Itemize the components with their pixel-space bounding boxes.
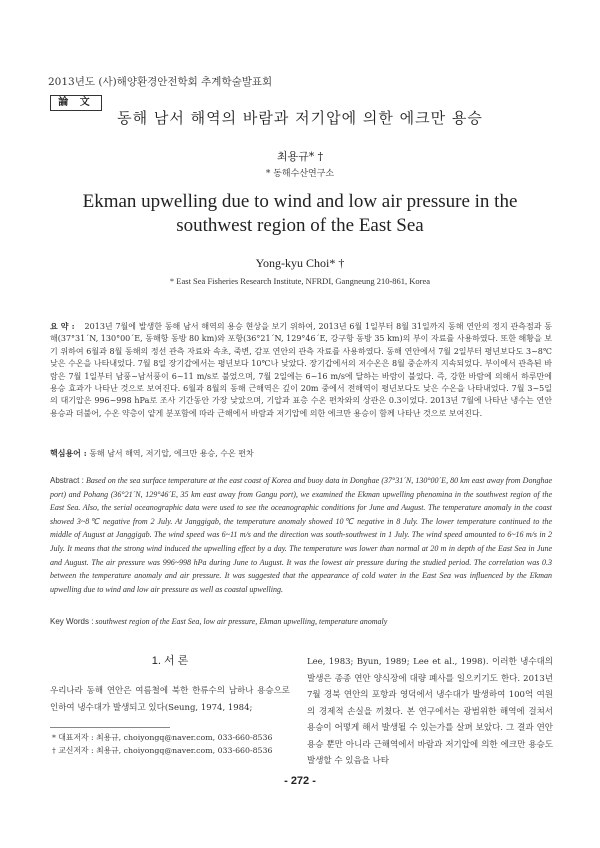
footnote-corresponding-2: † 교신저자 : 최용규, choiyongq@naver.com, 033-660-8536: [52, 746, 273, 755]
abstract-korean: [50, 320, 552, 420]
author-korean: 최용규* †: [276, 150, 324, 163]
proceedings-header: 2013년도 (사)해양환경안전학회 추계학술발표회: [48, 76, 273, 88]
title-english: Ekman upwelling due to wind and low air pressure in the southwest region of the East Sea: [82, 191, 518, 236]
affiliation-english: * East Sea Fisheries Research Institute, NFRDI, Gangneung 210-861, Korea: [169, 276, 431, 286]
keywords-english: [50, 617, 552, 626]
footnotes: [52, 731, 292, 757]
footnote-divider: [50, 727, 170, 728]
abstract-english-text: Based on the sea surface temperature at the east coast of Korea and buoy data in Donghae (37°31´N, 130°00´E, 80 km east away from Donghae port) and Pohang (36°21´N, 129°46´E, 35 km east away from Gangu port), we examined the Ekman upwelling phenomina in the southwest region of the East Sea. Also, the serial oceanographic data were used to see the oceanographic conditions for June and August. The temperature anomaly in the coast showed 3~8℃ negative from 2 July. At Janggigab, the temperature anomaly showed 10℃ negative in 8 July. The lower temperature continued to the middle of August at Janggigab. The wind speed was 6~11 m/s and the direction was south-southwest in 1 July. The wind speed amounted to 6~16 m/s in 2 July. It means that the strong wind induced the upwelling effect by a day. The temperature was lower than normal at 20 m in depth of the East Sea in June and August. The air pressure was 996~998 hPa during June to August. It was the lowest air pressure during the studied period. The correlation was 0.3 between the temperature anomaly and air pressure. It was suggested that the appearance of cold water in the East Sea was influenced by the Ekman upwelling due to wind and low air pressure as well as coastal upwelling.: [50, 476, 552, 594]
keywords-korean-label: 핵심용어 :: [50, 448, 87, 458]
intro-left-column: 우리나라 동해 연안은 여름철에 북한 한류수의 남하나 용승으로 인하여 냉수대가 발생되고 있다(Seung, 1974, 1984;: [50, 686, 290, 713]
page-number: - 272 -: [284, 775, 316, 787]
keywords-english-text: southwest region of the East Sea, low air pressure, Ekman upwelling, temperature anomaly: [95, 617, 388, 626]
keywords-english-label: Key Words :: [50, 617, 94, 626]
keywords-korean-text: 동해 남서 해역, 저기압, 에크만 용승, 수온 편차: [89, 449, 254, 458]
affiliation-korean: * 동해수산연구소: [265, 169, 335, 179]
article-type-tag: 論 文: [50, 95, 102, 111]
abstract-korean-text: 2013년 7월에 발생한 동해 남서 해역의 용승 현상을 보기 위하여, 2013년 6월 1일부터 8월 31일까지 동해 연안의 정지 관측점과 동해(37°31´N, 130°00´E, 동해항 동방 80 km)와 포항(36°21´N, 129°46´E, 강구항 동방 35 km)의 부이 자료를 사용하였다. 또한 해황을 보기 위하여 6월과 8월 동해의 정선 관측 자료와 속초, 죽변, 감포 연안의 관측 자료를 사용하였다. 동해 연안에서 7월 2일부터 평년보다도 3~8℃ 낮은 수온을 나타내었다. 7월 8일 장기갑에서는 평년보다 10℃나 낮았다. 장기갑에서의 저수온은 8월 중순까지 지속되었다. 부이에서 관측된 바람은 7월 1일부터 남풍~남서풍이 6~11 m/s로 불었으며, 7월 2일에는 6~16 m/s에 달하는 바람이 불었다. 즉, 강한 바람에 의해서 하루만에 용승 효과가 나타난 것으로 보여진다. 6월과 8월의 동해 근해역은 깊이 20m 중에서 전해역이 평년보다도 낮은 수온을 나타내었다. 7월 3~5일의 대기압은 996~998 hPa로 조사 기간동안 가장 낮았으며, 기압과 표층 수온 편차와의 상관은 0.3이었다. 2013년 7월에 나타난 냉수는 연안 용승과 더불어, 수온 약층이 얕게 분포함에 따라 근해에서 바람과 저기압에 의한 에크만 용승이 함께 나타난 것으로 보여진다.: [50, 322, 552, 418]
footnote-corresponding-1: * 대표저자 : 최용규, choiyongq@naver.com, 033-660-8536: [52, 733, 273, 742]
abstract-korean-label: 요 약 :: [50, 321, 75, 331]
abstract-english: [50, 474, 552, 596]
keywords-korean: [50, 448, 552, 459]
author-english: Yong-kyu Choi* †: [255, 256, 345, 270]
intro-right-column: Lee, 1983; Byun, 1989; Lee et al., 1998). 이러한 냉수대의 발생은 종종 연안 양식장에 대량 폐사를 일으키기도 한다. 2013년 7월 경북 연안의 포항과 영덕에서 냉수대가 발생하여 100억 여원의 경제적 손실을 끼쳤다. 본 연구에서는 광범위한 해역에 걸쳐서 용승이 어떻게 해서 발생될 수 있는가를 살펴 보았다. 그 결과 연안 용승 뿐만 아니라 근해역에서 바람과 저기압에 의한 에크만 용승도 발생할 수 있음을 나타: [307, 657, 553, 766]
section-heading-introduction: 1. 서 론: [151, 655, 189, 667]
title-korean: 동해 남서 해역의 바람과 저기압에 의한 에크만 용승: [117, 109, 483, 127]
abstract-english-label: Abstract :: [50, 476, 84, 485]
